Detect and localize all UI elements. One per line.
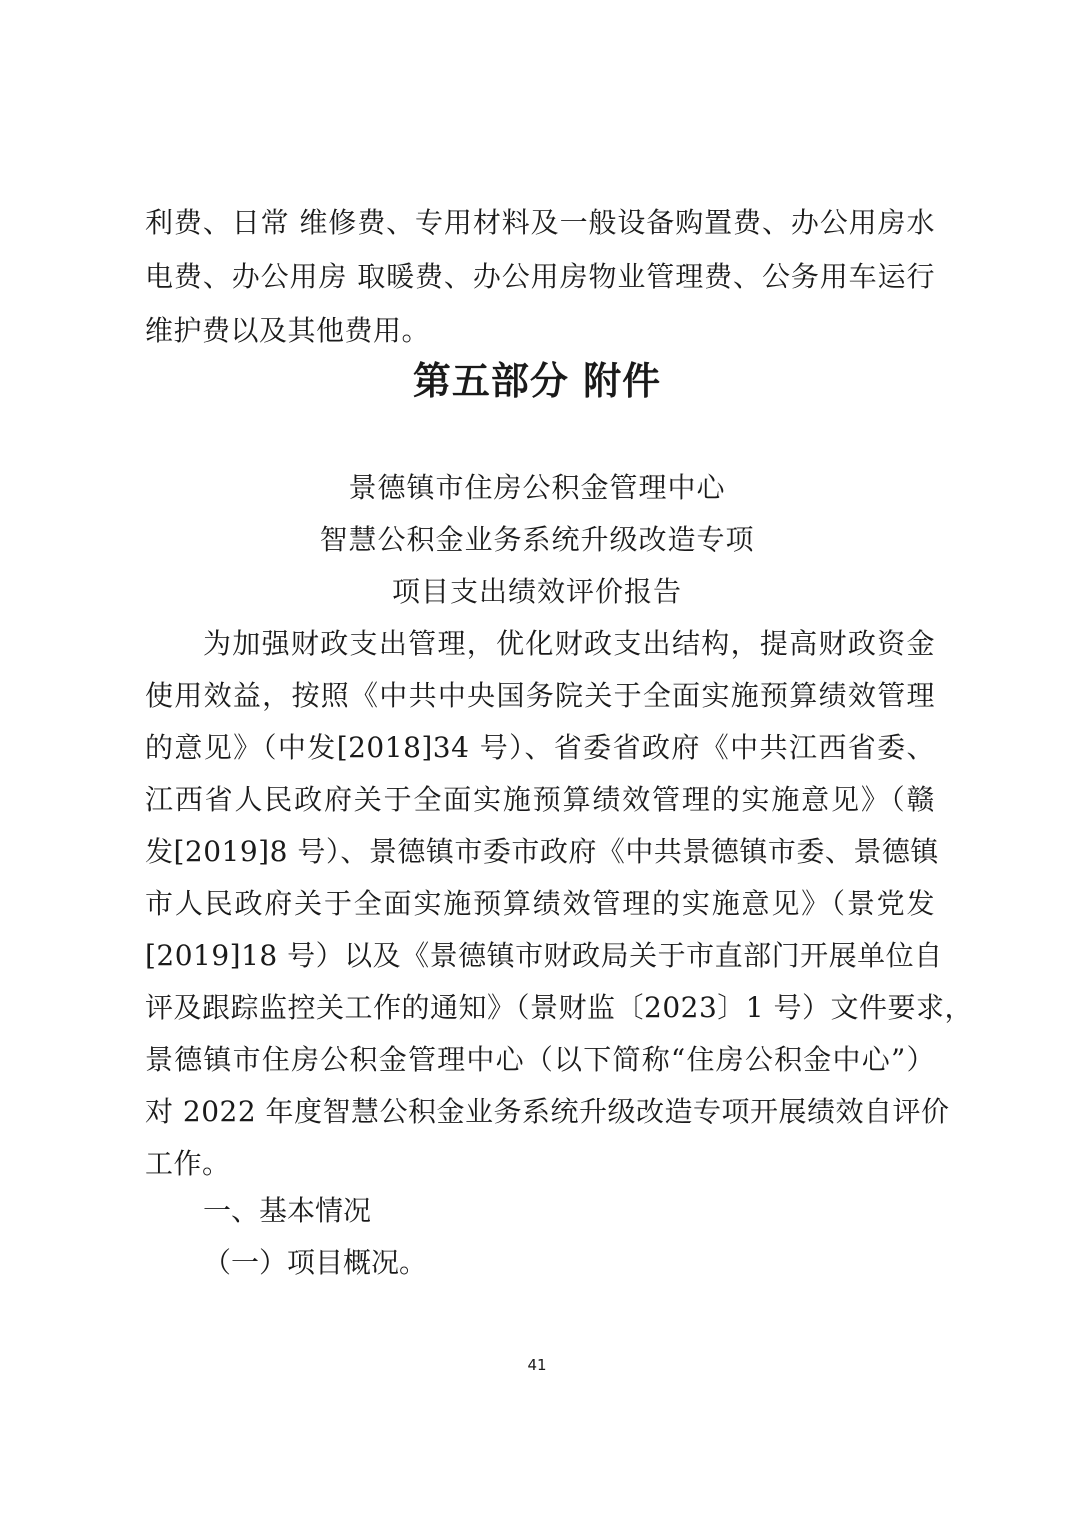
intro-line-1: 为加强财政支出管理，优化财政支出结构，提高财政资金 [203, 627, 935, 660]
intro-line-8: 评及跟踪监控关工作的通知》（景财监〔2023〕1 号）文件要求， [145, 991, 973, 1024]
report-title-line-3: 项目支出绩效评价报告 [391, 575, 682, 608]
intro-line-11: 工作。 [145, 1147, 231, 1180]
page-number: 41 [527, 1356, 547, 1374]
intro-line-10: 对 2022 年度智慧公积金业务系统升级改造专项开展绩效自评价 [145, 1095, 950, 1128]
intro-line-7: [2019]18 号）以及《景德镇市财政局关于市直部门开展单位自 [145, 939, 943, 972]
section-heading-basic-info: 一、基本情况 [203, 1194, 372, 1227]
continuation-line-2: 电费、办公用房 取暖费、办公用房物业管理费、公务用车运行 [145, 260, 935, 293]
report-title-line-2: 智慧公积金业务系统升级改造专项 [319, 523, 755, 556]
part-heading: 第五部分 附件 [412, 359, 662, 403]
subsection-heading-project-overview: （一）项目概况。 [203, 1246, 428, 1279]
intro-line-2: 使用效益，按照《中共中央国务院关于全面实施预算绩效管理 [145, 679, 935, 712]
continuation-line-1: 利费、日常 维修费、专用材料及一般设备购置费、办公用房水 [145, 206, 935, 239]
intro-line-3: 的意见》（中发[2018]34 号）、省委省政府《中共江西省委、 [145, 731, 935, 764]
intro-line-4: 江西省人民政府关于全面实施预算绩效管理的实施意见》（赣 [145, 783, 935, 816]
intro-line-5: 发[2019]8 号）、景德镇市委市政府《中共景德镇市委、景德镇 [145, 835, 939, 868]
report-title-line-1: 景德镇市住房公积金管理中心 [348, 471, 726, 504]
intro-line-6: 市人民政府关于全面实施预算绩效管理的实施意见》（景党发 [145, 887, 935, 920]
continuation-line-3: 维护费以及其他费用。 [145, 314, 431, 347]
intro-line-9: 景德镇市住房公积金管理中心（以下简称“住房公积金中心”） [145, 1043, 935, 1076]
